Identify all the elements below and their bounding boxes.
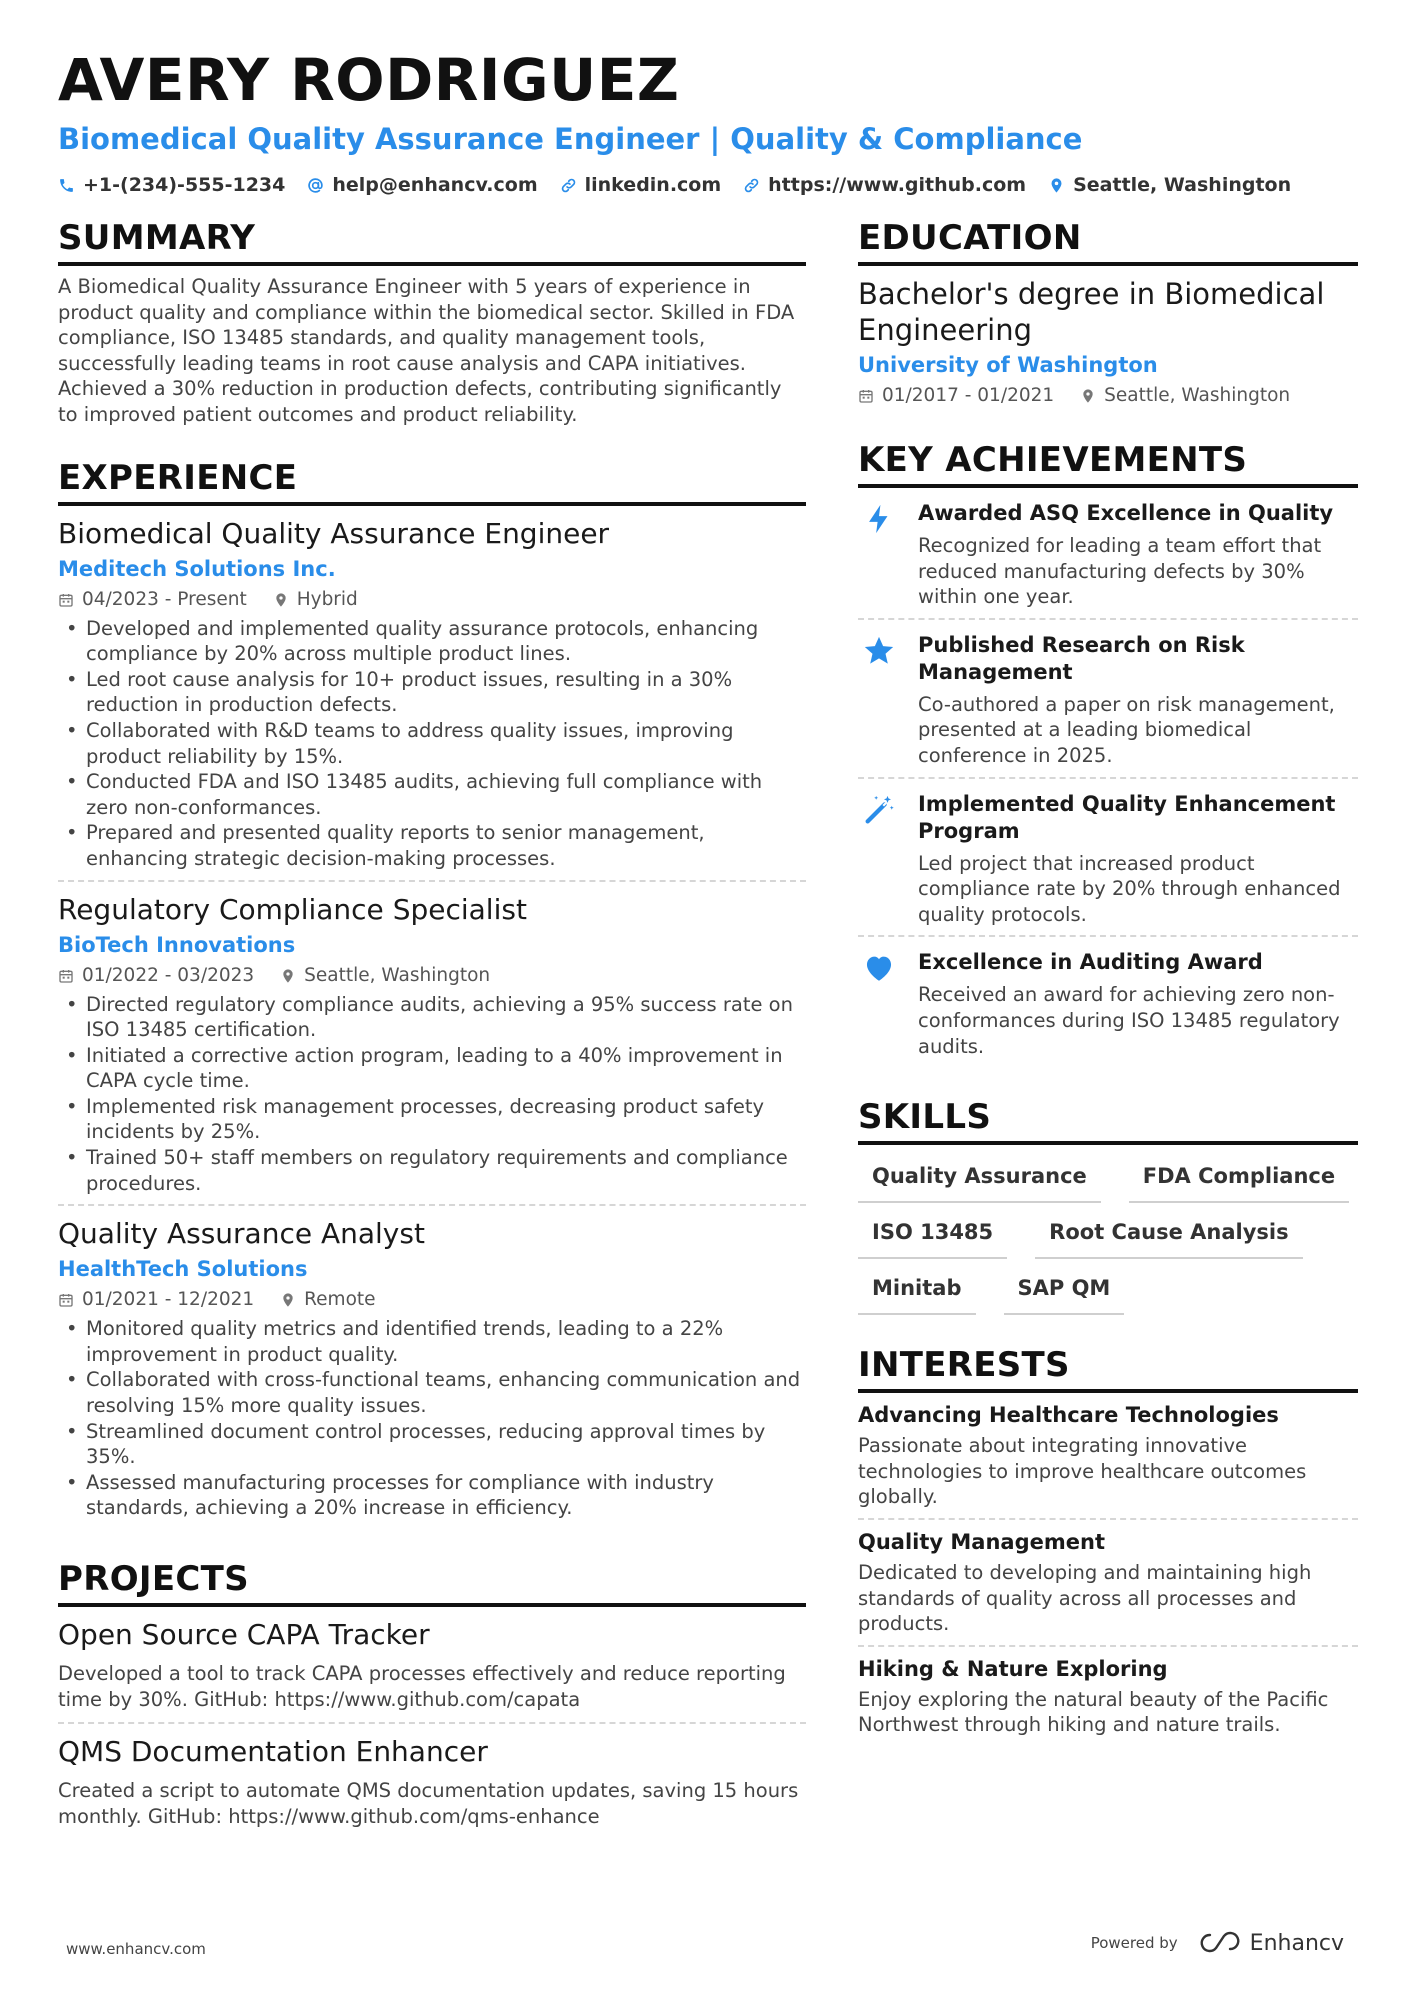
achievement-body: [918, 949, 1358, 1059]
summary-text: A Biomedical Quality Assurance Engineer with 5 years of experience in product quality and compliance within the biomedical sector. Skilled in FDA compliance, ISO 13485 standards, and quality management tools, successfully leading teams in root cause analysis and CAPA initiatives. Achieved a 30% reduction in production defects, contributing significantly to improved patient outcomes and product reliability.: [58, 275, 795, 426]
location-pin-icon: [273, 592, 289, 608]
interests-section: [858, 1343, 1358, 1746]
calendar-icon: [58, 1292, 74, 1308]
interest-entry: [858, 1647, 1358, 1746]
heart-icon: [862, 951, 896, 985]
company-name: Meditech Solutions Inc.: [58, 556, 336, 581]
achievement-title: Awarded ASQ Excellence in Quality: [918, 501, 1334, 525]
achievement-description: Co-authored a paper on risk management, presented at a leading biomedical conference in 2025.: [918, 692, 1335, 767]
section-title-skills: SKILLS: [858, 1095, 1358, 1145]
job-dates: [58, 1286, 254, 1314]
contact-phone[interactable]: [58, 174, 285, 196]
project-entry: [58, 1724, 806, 1839]
left-column: [58, 216, 806, 1867]
experience-section: [58, 456, 806, 1529]
bullet-item: • Initiated a corrective action program, leading to a 40% improvement in CAPA cycle time.: [58, 1043, 806, 1094]
job-meta: [58, 586, 806, 614]
job-location: [273, 586, 358, 614]
interest-entry: [858, 1393, 1358, 1520]
school-name: University of Washington: [858, 353, 1158, 377]
section-title-projects: PROJECTS: [58, 1557, 806, 1607]
bullet-item: • Collaborated with cross-functional teams, enhancing communication and resolving 15% more quality issues.: [58, 1367, 806, 1418]
section-title-summary: SUMMARY: [58, 216, 806, 266]
contact-github[interactable]: [743, 174, 1026, 196]
company-name: HealthTech Solutions: [58, 1257, 308, 1282]
job-title: Regulatory Compliance Specialist: [58, 892, 527, 926]
skill-tag: SAP QM: [1004, 1273, 1125, 1315]
education-meta: [858, 382, 1358, 410]
interest-description: Dedicated to developing and maintaining high standards of quality across all processes and products.: [858, 1560, 1312, 1636]
job-location-text: Seattle, Washington: [304, 964, 491, 986]
section-title-interests: INTERESTS: [858, 1343, 1358, 1393]
bullet-item: • Trained 50+ staff members on regulatory requirements and compliance procedures.: [58, 1145, 806, 1196]
email-text: help@enhancv.com: [332, 174, 538, 196]
location-text: Seattle, Washington: [1073, 174, 1292, 196]
achievement-icon-wrap: [858, 632, 900, 769]
section-title-education: EDUCATION: [858, 216, 1358, 266]
skills-list: [858, 1145, 1358, 1315]
enhancv-logo[interactable]: [1196, 1930, 1344, 1956]
contact-bar: [58, 174, 1358, 196]
job-bullets: [58, 992, 806, 1197]
bullet-item: • Assessed manufacturing processes for compliance with industry standards, achieving a 20% increase in efficiency.: [58, 1470, 806, 1521]
candidate-headline: Biomedical Quality Assurance Engineer | Quality & Compliance: [58, 122, 1083, 156]
interest-description: Passionate about integrating innovative technologies to improve healthcare outcomes globally.: [858, 1434, 1307, 1509]
bullet-item: • Collaborated with R&D teams to address quality issues, improving product reliability by 15%.: [58, 718, 806, 769]
job-meta: [58, 1286, 806, 1314]
achievement-body: [918, 500, 1358, 610]
at-icon: [307, 177, 324, 194]
section-title-achievements: KEY ACHIEVEMENTS: [858, 438, 1358, 488]
interest-entry: [858, 1520, 1358, 1647]
calendar-icon: [58, 592, 74, 608]
skill-tag: Root Cause Analysis: [1035, 1217, 1302, 1259]
job-bullets: [58, 1316, 806, 1521]
achievement-entry: [858, 488, 1358, 620]
brand-name: Enhancv: [1249, 1930, 1344, 1956]
contact-linkedin[interactable]: [560, 174, 722, 196]
job-dates: [58, 586, 247, 614]
bullet-item: • Developed and implemented quality assurance protocols, enhancing compliance by 20% across multiple product lines.: [58, 616, 806, 667]
contact-location: [1048, 174, 1291, 196]
bullet-item: • Prepared and presented quality reports to senior management, enhancing strategic decision-making processes.: [58, 820, 806, 871]
achievements-section: [858, 438, 1358, 1067]
achievement-entry: [858, 620, 1358, 779]
candidate-name: AVERY RODRIGUEZ: [58, 46, 680, 114]
job-dates: [58, 962, 254, 990]
achievement-icon-wrap: [858, 791, 900, 928]
summary-section: [58, 216, 806, 428]
achievement-title: Excellence in Auditing Award: [918, 950, 1263, 975]
achievement-body: [918, 791, 1358, 928]
skill-tag: ISO 13485: [858, 1217, 1007, 1259]
achievement-icon-wrap: [858, 500, 900, 610]
location-pin-icon: [280, 1292, 296, 1308]
job-location: [280, 1286, 375, 1314]
achievement-icon-wrap: [858, 949, 900, 1059]
location-pin-icon: [1048, 177, 1065, 194]
job-location: [280, 962, 490, 990]
phone-icon: [58, 177, 75, 194]
experience-entry: [58, 882, 806, 1207]
company-name: BioTech Innovations: [58, 932, 296, 957]
linkedin-text: linkedin.com: [584, 174, 722, 196]
job-title: Biomedical Quality Assurance Engineer: [58, 516, 610, 550]
project-description: Developed a tool to track CAPA processes effectively and reduce reporting time by 30%. GitHub: https://www.github.com/capata: [58, 1662, 786, 1711]
project-description: Created a script to automate QMS documentation updates, saving 15 hours monthly. GitHub: https://www.github.com/qms-enhance: [58, 1779, 799, 1828]
experience-entry: [58, 1206, 806, 1529]
skill-tag: FDA Compliance: [1129, 1161, 1349, 1203]
job-dates-text: 04/2023 - Present: [82, 588, 247, 610]
bullet-item: • Streamlined document control processes, reducing approval times by 35%.: [58, 1419, 806, 1470]
bullet-item: • Led root cause analysis for 10+ product issues, resulting in a 30% reduction in production defects.: [58, 667, 806, 718]
project-entry: [58, 1607, 806, 1724]
link-icon: [560, 177, 577, 194]
job-dates-text: 01/2021 - 12/2021: [82, 1289, 255, 1311]
interest-title: Hiking & Nature Exploring: [858, 1656, 1168, 1681]
footer-website[interactable]: www.enhancv.com: [66, 1940, 206, 1958]
section-title-experience: EXPERIENCE: [58, 456, 806, 506]
job-location-text: Remote: [304, 1289, 376, 1311]
bullet-item: • Implemented risk management processes, decreasing product safety incidents by 25%.: [58, 1094, 806, 1145]
achievement-description: Led project that increased product compliance rate by 20% through enhanced quality protocols.: [918, 851, 1341, 926]
contact-email[interactable]: [307, 174, 537, 196]
education-location: [1080, 382, 1290, 410]
enhancv-logo-icon: [1196, 1930, 1242, 1956]
achievement-entry: [858, 937, 1358, 1067]
right-column: [858, 216, 1358, 1774]
bullet-item: • Monitored quality metrics and identified trends, leading to a 22% improvement in product quality.: [58, 1316, 806, 1367]
interest-title: Quality Management: [858, 1529, 1105, 1554]
education-dates-text: 01/2017 - 01/2021: [882, 385, 1055, 406]
location-pin-icon: [280, 968, 296, 984]
bullet-item: • Directed regulatory compliance audits, achieving a 95% success rate on ISO 13485 certification.: [58, 992, 806, 1043]
lightning-icon: [862, 502, 896, 536]
magic-wand-icon: [862, 793, 896, 827]
education-section: [858, 216, 1358, 410]
resume-header: [58, 44, 1358, 196]
job-meta: [58, 962, 806, 990]
interest-title: Advancing Healthcare Technologies: [858, 1403, 1279, 1428]
achievement-title: Published Research on Risk Management: [918, 632, 1245, 684]
calendar-icon: [858, 388, 874, 404]
star-icon: [862, 634, 896, 668]
achievement-description: Received an award for achieving zero non-conformances during ISO 13485 regulatory audits.: [918, 983, 1340, 1058]
github-text: https://www.github.com: [768, 174, 1027, 196]
job-dates-text: 01/2022 - 03/2023: [82, 964, 255, 986]
calendar-icon: [58, 968, 74, 984]
job-location-text: Hybrid: [296, 588, 358, 610]
skill-tag: Quality Assurance: [858, 1161, 1101, 1203]
achievement-body: [918, 632, 1358, 769]
education-dates: [858, 382, 1054, 410]
education-location-text: Seattle, Washington: [1104, 385, 1291, 406]
achievement-entry: [858, 779, 1358, 938]
interest-description: Enjoy exploring the natural beauty of the Pacific Northwest through hiking and nature trails.: [858, 1687, 1329, 1737]
footer-branding: [1091, 1930, 1344, 1956]
location-pin-icon: [1080, 388, 1096, 404]
achievement-description: Recognized for leading a team effort that reduced manufacturing defects by 30% within one year.: [918, 534, 1322, 609]
job-bullets: [58, 616, 806, 872]
phone-text: +1-(234)-555-1234: [83, 174, 286, 196]
skills-section: [858, 1095, 1358, 1315]
project-title: Open Source CAPA Tracker: [58, 1618, 430, 1651]
achievement-title: Implemented Quality Enhancement Program: [918, 791, 1336, 843]
projects-section: [58, 1557, 806, 1839]
project-title: QMS Documentation Enhancer: [58, 1735, 488, 1769]
link-icon: [743, 177, 760, 194]
job-title: Quality Assurance Analyst: [58, 1217, 425, 1251]
bullet-item: • Conducted FDA and ISO 13485 audits, achieving full compliance with zero non-conformances.: [58, 769, 806, 820]
powered-by-label: Powered by: [1090, 1934, 1178, 1952]
experience-entry: [58, 506, 806, 882]
degree-title: Bachelor's degree in Biomedical Engineering: [858, 277, 1325, 347]
skill-tag: Minitab: [858, 1273, 976, 1315]
